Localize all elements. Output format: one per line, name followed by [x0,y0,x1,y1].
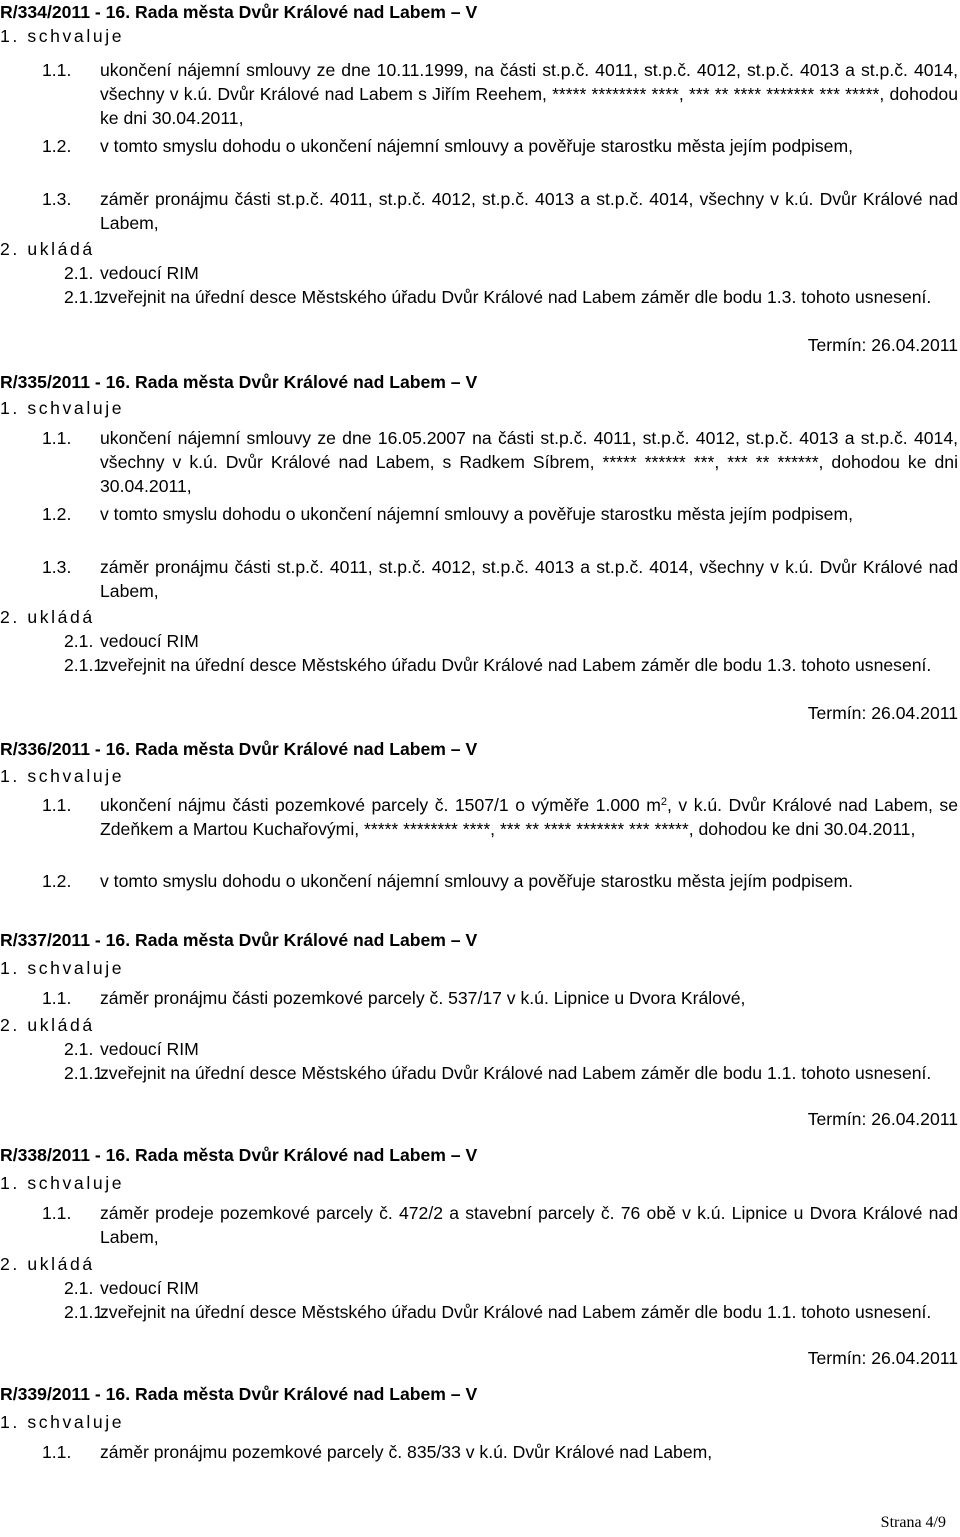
item-text: záměr pronájmu pozemkové parcely č. 835/33 v k.ú. Dvůr Králové nad Labem, [100,1442,713,1462]
resolution-heading: R/335/2011 - 16. Rada města Dvůr Králové nad Labem – V [0,372,478,392]
item-text: ukončení nájemní smlouvy ze dne 16.05.2007 na části st.p.č. 4011, st.p.č. 4012, st.p.č. 4013 a st.p.č. 4014, všechny v k.ú. Dvůr Králové nad Labem, s Radkem Síbrem, ***** ****** ***, *** ** ******, dohodou ke dni 30.04.2011, [100,428,958,496]
item-number: 1.3. [42,189,72,209]
item-number: 2.1.1. [64,1063,109,1083]
item-text [100,793,958,841]
assign-label: 2. ukládá [0,1015,95,1035]
item-number: 1.1. [42,1442,72,1462]
resolution-heading: R/336/2011 - 16. Rada města Dvůr Králové nad Labem – V [0,739,478,759]
item-number: 1.2. [42,504,72,524]
assignee: vedoucí RIM [100,631,199,651]
item-number: 1.2. [42,871,72,891]
approve-label: 1. schvaluje [0,1412,125,1432]
item-text-start: ukončení nájmu části pozemkové parcely č. 1507/1 o výměře 1.000 m [100,795,661,815]
item-text: záměr pronájmu části st.p.č. 4011, st.p.č. 4012, st.p.č. 4013 a st.p.č. 4014, všechny v k.ú. Dvůr Králové nad Labem, [100,557,958,601]
item-number: 1.1. [42,428,72,448]
item-text-end: , v k.ú. Dvůr Králové nad Labem, se Zdeňkem a Martou Kuchařovými, ***** ******** ****, *** ** **** ******* *** *****, dohodou ke dni 30.04.2011, [100,795,958,839]
task-text: zveřejnit na úřední desce Městského úřadu Dvůr Králové nad Labem záměr dle bodu 1.1. tohoto usnesení. [100,1063,932,1083]
task-text: zveřejnit na úřední desce Městského úřadu Dvůr Králové nad Labem záměr dle bodu 1.3. tohoto usnesení. [100,287,932,307]
resolution-heading: R/339/2011 - 16. Rada města Dvůr Králové nad Labem – V [0,1384,478,1404]
item-text: v tomto smyslu dohodu o ukončení nájemní smlouvy a pověřuje starostku města jejím podpisem. [100,871,853,891]
assignee: vedoucí RIM [100,1278,199,1298]
approve-label: 1. schvaluje [0,1173,125,1193]
item-number: 2.1.1. [64,287,109,307]
item-number: 2.1.1. [64,1302,109,1322]
item-text: záměr pronájmu části st.p.č. 4011, st.p.č. 4012, st.p.č. 4013 a st.p.č. 4014, všechny v k.ú. Dvůr Králové nad Labem, [100,189,958,233]
deadline: Termín: 26.04.2011 [807,1348,958,1368]
assign-label: 2. ukládá [0,1254,95,1274]
deadline: Termín: 26.04.2011 [807,335,958,355]
resolution-heading: R/337/2011 - 16. Rada města Dvůr Králové nad Labem – V [0,930,478,950]
item-number: 2.1.1. [64,655,109,675]
item-text: záměr pronájmu části pozemkové parcely č. 537/17 v k.ú. Lipnice u Dvora Králové, [100,988,746,1008]
item-text: v tomto smyslu dohodu o ukončení nájemní smlouvy a pověřuje starostku města jejím podpisem, [100,504,853,524]
item-number: 2.1. [64,631,94,651]
approve-label: 1. schvaluje [0,398,125,418]
resolution-heading: R/334/2011 - 16. Rada města Dvůr Králové nad Labem – V [0,2,478,22]
assign-label: 2. ukládá [0,239,95,259]
superscript: 2 [660,796,667,808]
item-number: 2.1. [64,1039,94,1059]
approve-label: 1. schvaluje [0,766,125,786]
task-text: zveřejnit na úřední desce Městského úřadu Dvůr Králové nad Labem záměr dle bodu 1.3. tohoto usnesení. [100,655,932,675]
assignee: vedoucí RIM [100,1039,199,1059]
item-number: 1.1. [42,795,72,815]
item-number: 1.3. [42,557,72,577]
task-text: zveřejnit na úřední desce Městského úřadu Dvůr Králové nad Labem záměr dle bodu 1.1. tohoto usnesení. [100,1302,932,1322]
approve-label: 1. schvaluje [0,958,125,978]
deadline: Termín: 26.04.2011 [807,1109,958,1129]
item-number: 1.2. [42,136,72,156]
assign-label: 2. ukládá [0,607,95,627]
item-text: ukončení nájemní smlouvy ze dne 10.11.1999, na části st.p.č. 4011, st.p.č. 4012, st.p.č. 4013 a st.p.č. 4014, všechny v k.ú. Dvůr Králové nad Labem s Jiřím Reehem, ***** ******** ****, *** ** **** ******* *** *****, dohodou ke dni 30.04.2011, [100,60,958,128]
approve-label: 1. schvaluje [0,26,125,46]
item-number: 1.1. [42,60,72,80]
resolution-heading: R/338/2011 - 16. Rada města Dvůr Králové nad Labem – V [0,1145,478,1165]
item-number: 2.1. [64,263,94,283]
item-number: 1.1. [42,988,72,1008]
item-text: v tomto smyslu dohodu o ukončení nájemní smlouvy a pověřuje starostku města jejím podpisem, [100,136,853,156]
assignee: vedoucí RIM [100,263,199,283]
item-text: záměr prodeje pozemkové parcely č. 472/2 a stavební parcely č. 76 obě v k.ú. Lipnice u Dvora Králové nad Labem, [100,1203,958,1247]
item-number: 1.1. [42,1203,72,1223]
page-number: Strana 4/9 [880,1514,946,1531]
item-number: 2.1. [64,1278,94,1298]
deadline: Termín: 26.04.2011 [807,703,958,723]
